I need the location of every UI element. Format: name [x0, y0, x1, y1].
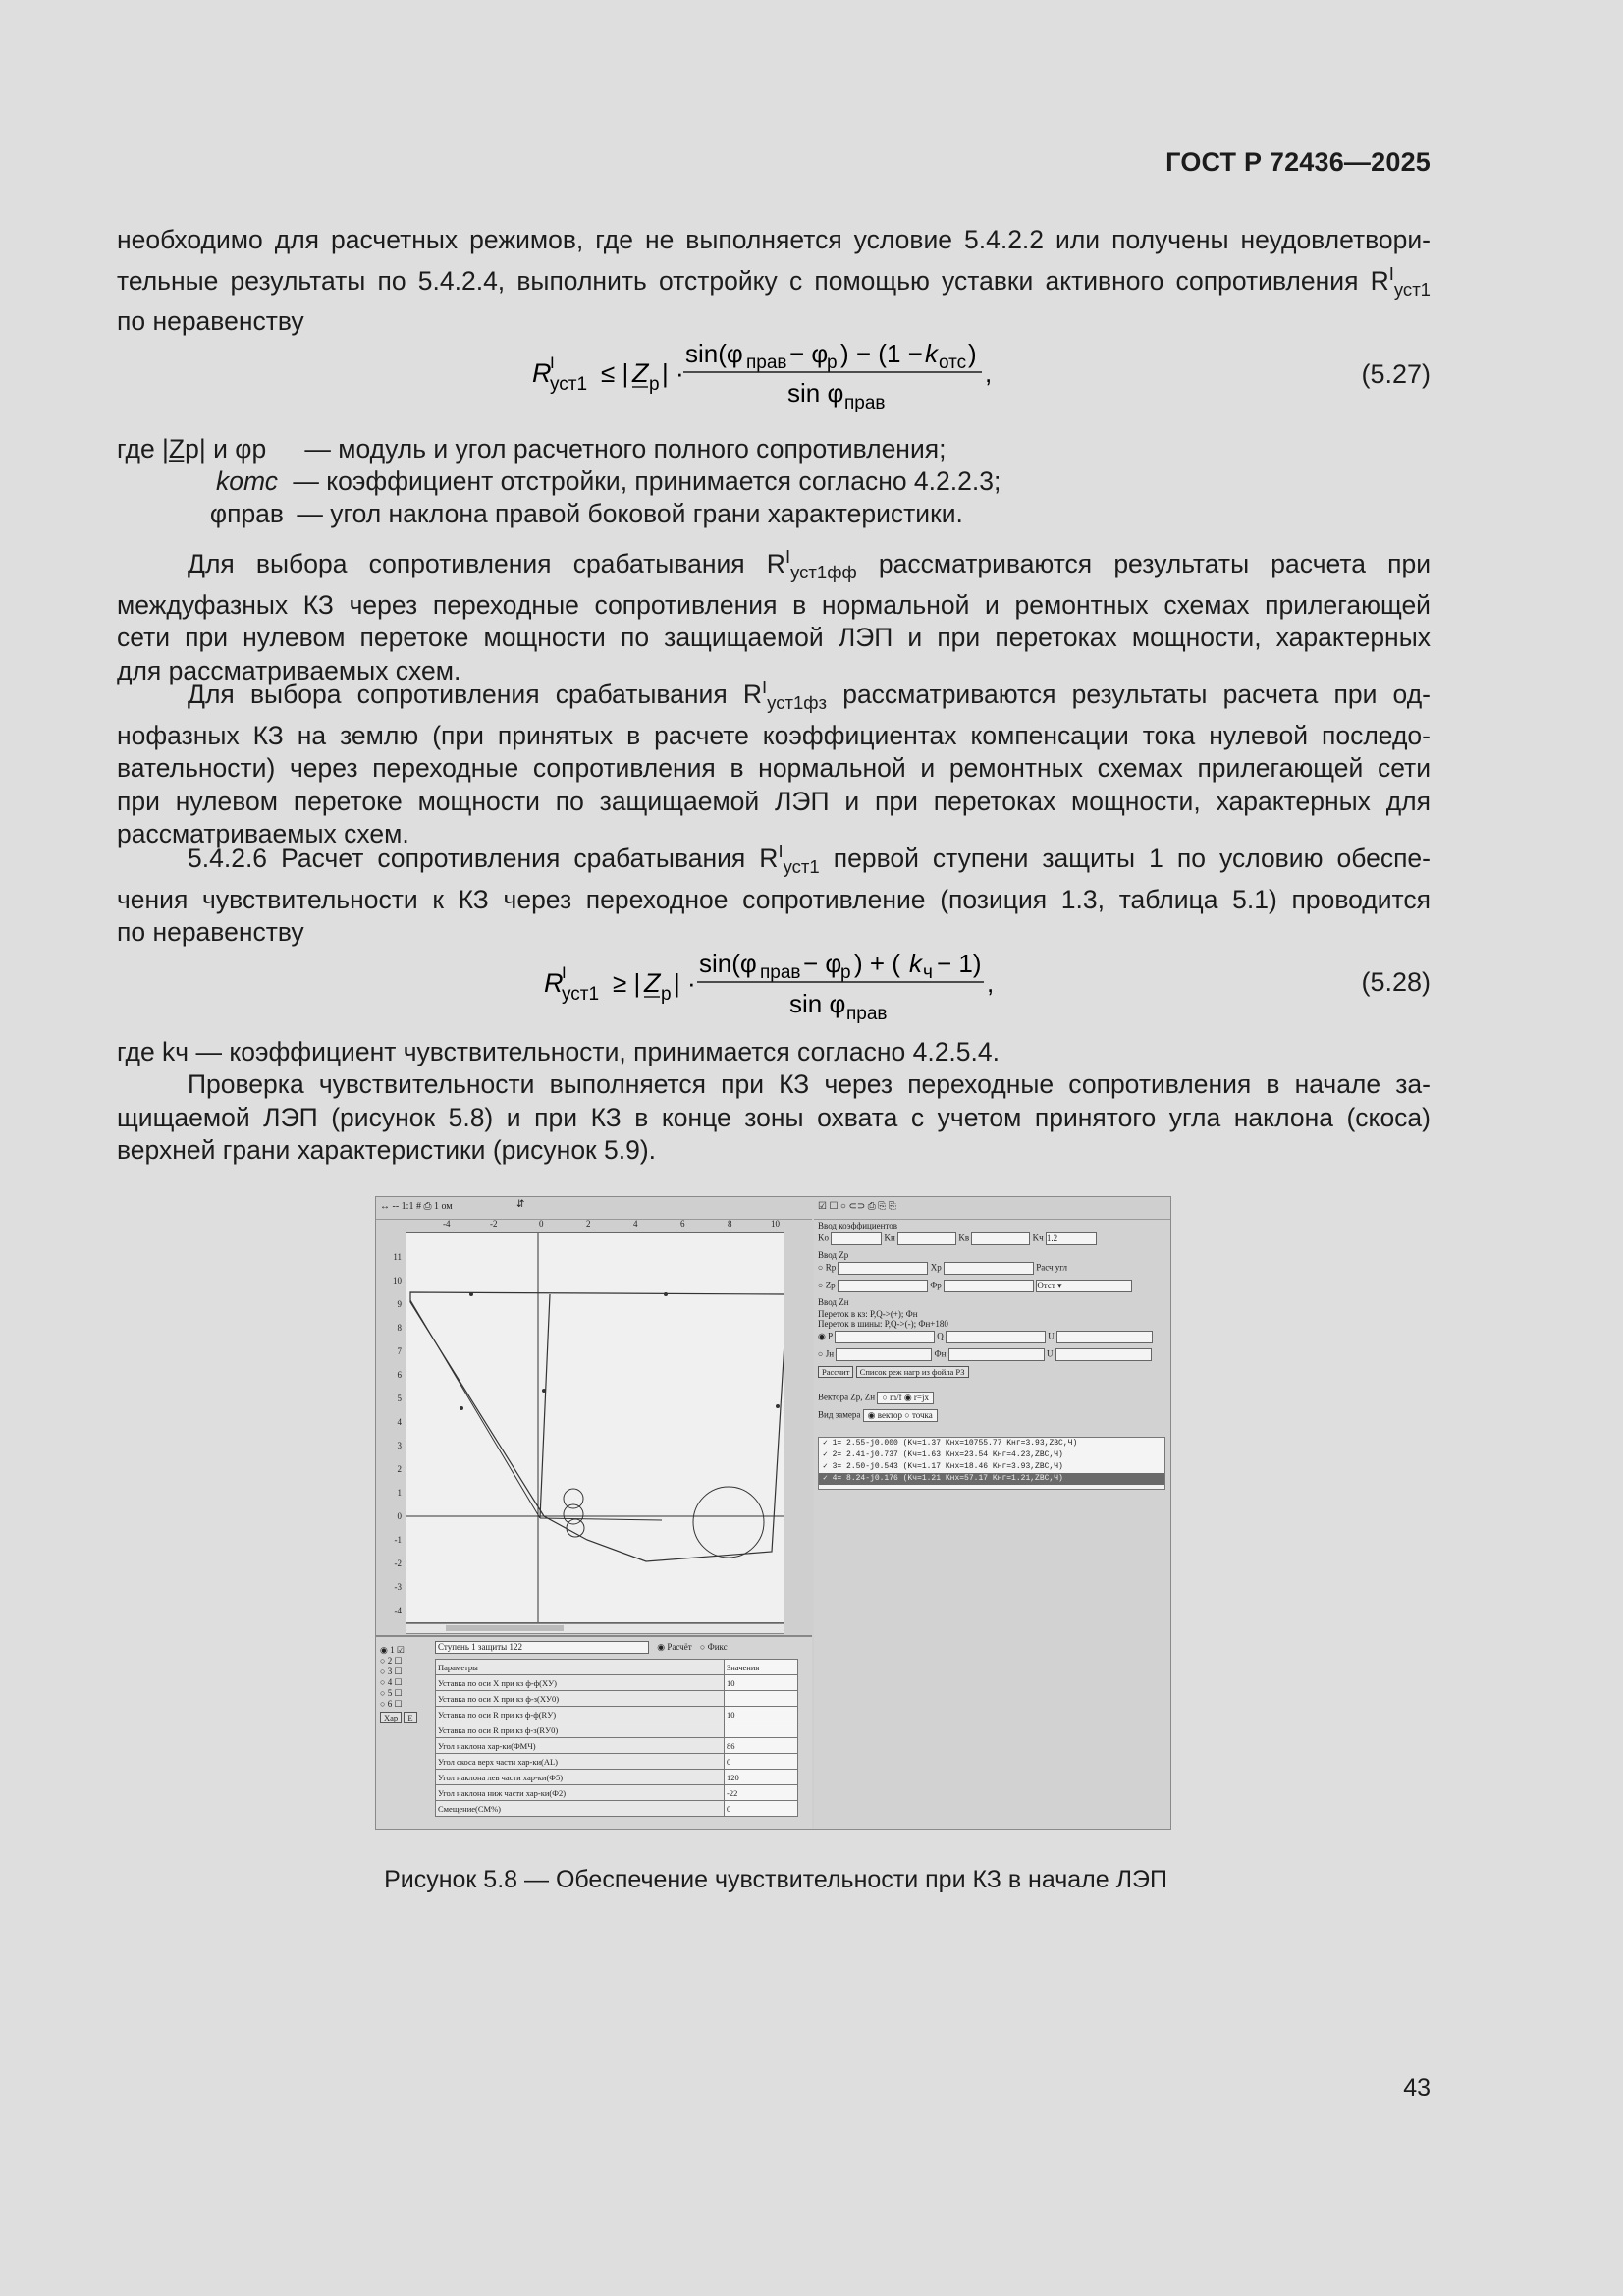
table-header-row: [436, 1660, 798, 1675]
zone-characteristic: [410, 1292, 784, 1561]
fn-label: Фн: [934, 1348, 947, 1359]
horizontal-scrollbar[interactable]: [406, 1623, 784, 1634]
stage-option[interactable]: ○ 3 ☐: [380, 1667, 403, 1676]
chevron-down-icon[interactable]: ▾: [1057, 1281, 1062, 1290]
text-line: нофазных КЗ на землю (при принятых в расчете коэффициентах компенсации тока нулевой последо-: [117, 720, 1431, 750]
xp-label: Xp: [930, 1262, 942, 1273]
svg-text:− 1): − 1): [937, 949, 982, 978]
p-input[interactable]: [835, 1331, 935, 1343]
definition-text: — коэффициент отстройки, принимается согласно 4.2.2.3;: [293, 466, 1001, 496]
e-button[interactable]: Е: [404, 1712, 416, 1723]
u-label: U: [1048, 1331, 1055, 1341]
svg-text:k: k: [925, 339, 938, 368]
jn-row: ○ Jн Фн U: [818, 1348, 1152, 1361]
impedance-vector: [540, 1294, 550, 1518]
toolbar-icons[interactable]: ☑ ☐ ○ ⊂⊃ ⎙ ⎘ ⎘: [818, 1201, 896, 1212]
results-list: [818, 1437, 1165, 1490]
load-circle: [567, 1519, 584, 1537]
sensitivity-circle: [693, 1487, 764, 1558]
text-line: по неравенству: [117, 306, 304, 337]
definition-item: [117, 465, 1393, 498]
column-header: Параметры: [436, 1660, 725, 1675]
equation-number: (5.28): [1361, 967, 1431, 997]
rp-label: Rp: [825, 1262, 837, 1273]
table-row[interactable]: [436, 1675, 798, 1691]
y-tick: 1: [397, 1488, 402, 1498]
text-line: чения чувствительности к КЗ через переходное сопротивление (позиция 1.3, таблица 5.1) проводится: [117, 884, 1431, 914]
y-tick: 7: [397, 1346, 402, 1356]
param-name: Уставка по оси X при кз ф-ф(XУ): [436, 1675, 725, 1691]
text-line: Для выбора сопротивления срабатывания $R^I_{уст1фз}$ рассматриваются результаты расчета при од-: [188, 677, 1431, 714]
zn-section-title: Ввод Zн: [818, 1297, 849, 1307]
rp-row: ○ Rp Xp Расч угл: [818, 1262, 1067, 1275]
column-header: Значения: [725, 1660, 798, 1675]
list-item[interactable]: ✓ 2= 2.41-j0.737 (Kч=1.63 Kнх=23.54 Kнг=4.23,ZBC,Ч): [823, 1450, 1063, 1459]
param-name: Уставка по оси X при кз ф-з(XУ0): [436, 1691, 725, 1707]
x-tick: 4: [633, 1219, 638, 1229]
rp-input[interactable]: [838, 1262, 928, 1275]
y-tick: 0: [397, 1511, 402, 1521]
svg-text:I: I: [562, 963, 567, 982]
text-line: необходимо для расчетных режимов, где не выполняется условие 5.4.2.2 или получены неудовлетвори-: [117, 225, 1431, 254]
table-row[interactable]: [436, 1754, 798, 1770]
stage-option[interactable]: ○ 5 ☐: [380, 1688, 403, 1698]
svg-text:sin(φ: sin(φ: [685, 339, 743, 368]
paragraph-5: [117, 1068, 1431, 1168]
u-input[interactable]: [1056, 1331, 1153, 1343]
param-value[interactable]: 10: [725, 1707, 798, 1722]
table-row[interactable]: [436, 1738, 798, 1754]
y-tick: -2: [394, 1558, 402, 1568]
formula-5-28-graphic: [542, 935, 1033, 1025]
svg-text:Z: Z: [644, 968, 661, 998]
svg-text:sin φ: sin φ: [789, 989, 846, 1018]
text-line: вательности) через переходные сопротивления в нормальной и ремонтных схемах прилегающей сети: [117, 753, 1431, 784]
jn-input[interactable]: [836, 1348, 932, 1361]
svg-text:отс: отс: [939, 353, 967, 373]
param-name: Угол наклона ниж части хар-ки(Ф2): [436, 1785, 725, 1801]
param-name: Угол наклона хар-ки(ФМЧ): [436, 1738, 725, 1754]
svg-text:,: ,: [987, 968, 995, 998]
y-tick: 2: [397, 1464, 402, 1474]
formula-5-27-graphic: [530, 327, 1041, 415]
y-tick: 10: [393, 1276, 402, 1285]
view-options: [863, 1409, 938, 1422]
y-tick: 6: [397, 1370, 402, 1380]
stage-option[interactable]: ○ 4 ☐: [380, 1677, 403, 1687]
diagram-toolbar: [376, 1197, 812, 1220]
y-tick: 5: [397, 1394, 402, 1403]
paragraph-3: [117, 671, 1431, 851]
p-row: ◉ P Q U: [818, 1331, 1153, 1343]
param-name: Уставка по оси R при кз ф-ф(RУ): [436, 1707, 725, 1722]
jn-label: Jн: [825, 1348, 835, 1359]
svg-text:sin(φ: sin(φ: [699, 949, 757, 978]
view-label: Вид замера: [818, 1409, 861, 1420]
definition-symbol: kотс: [215, 466, 278, 496]
paragraph-2: [117, 540, 1431, 687]
x-tick: 8: [728, 1219, 732, 1229]
equation-number: (5.27): [1361, 359, 1431, 389]
vectors-label: Вектора Zp, Zн: [818, 1392, 876, 1402]
svg-text:ч: ч: [923, 962, 933, 983]
definition-item: [117, 498, 1393, 530]
paragraph-4: [117, 835, 1431, 950]
stage-row: [435, 1641, 728, 1654]
input-toolbar: [814, 1197, 1170, 1220]
flow-note-2: Переток в шины: P,Q->(-); Фн+180: [818, 1319, 948, 1329]
coef-label: Kв: [958, 1232, 970, 1243]
text-line: для рассматриваемых схем.: [117, 655, 461, 685]
stage-option[interactable]: ◉ 1 ☑: [380, 1645, 405, 1655]
document-header: ГОСТ Р 72436—2025: [1165, 147, 1431, 177]
text-line: верхней грани характеристики (рисунок 5.9).: [117, 1135, 657, 1165]
formula-5-28: [542, 935, 1033, 1025]
vectors-options: [877, 1392, 934, 1404]
definition-symbol: φправ: [209, 499, 284, 528]
definition-text: — угол наклона правой боковой грани характеристики.: [297, 499, 963, 528]
characteristic-drawing: [406, 1233, 784, 1622]
page-number: 43: [1403, 2074, 1431, 2102]
param-name: Смещение(СМ%): [436, 1801, 725, 1817]
radio-fix[interactable]: ○ Фикс: [699, 1641, 728, 1652]
y-tick: 3: [397, 1441, 402, 1450]
definitions: [117, 433, 1393, 530]
kn-input[interactable]: [897, 1232, 956, 1245]
param-value[interactable]: 0: [725, 1754, 798, 1770]
text-line: междуфазных КЗ через переходные сопротивления в нормальной и ремонтных схемах прилегающей: [117, 589, 1431, 620]
p-label: P: [828, 1331, 833, 1341]
view-row: [818, 1409, 938, 1422]
svg-text:р: р: [649, 374, 660, 395]
calc-buttons: [818, 1366, 969, 1378]
radio-rjx[interactable]: ◉ r=jx: [903, 1393, 929, 1402]
text-line: тельные результаты по 5.4.2.4, выполнить отстройку с помощью уставки активного сопротивления $R^I_{уст1}$: [117, 262, 1431, 300]
xp-input[interactable]: [944, 1262, 1034, 1275]
left-edge: [410, 1300, 540, 1518]
x-tick: -4: [443, 1219, 451, 1229]
list-item[interactable]: ✓ 4= 8.24-j0.176 (Kч=1.21 Kнх=57.17 Kнг=1.21,ZBC,Ч): [819, 1473, 1164, 1485]
text-line: сети при нулевом перетоке мощности по защищаемой ЛЭП и при перетоках мощности, характерных: [117, 623, 1431, 653]
point-marker: [542, 1389, 546, 1393]
svg-text:I: I: [550, 354, 555, 372]
table-row[interactable]: [436, 1801, 798, 1817]
stage-option[interactable]: ○ 2 ☐: [380, 1656, 403, 1666]
table-row[interactable]: [436, 1770, 798, 1785]
figure-caption: Рисунок 5.8 — Обеспечение чувствительности при КЗ в начале ЛЭП: [384, 1866, 1167, 1893]
scrollbar-thumb[interactable]: [446, 1625, 564, 1631]
characteristic-plot[interactable]: [406, 1232, 784, 1623]
svg-text:прав: прав: [844, 393, 886, 413]
text-line: Проверка чувствительности выполняется при КЗ через переходные сопротивления в начале за-: [188, 1069, 1431, 1099]
toolbar-tools[interactable]: ↔ -- 1:1 # ⎙ 1 ом: [380, 1201, 453, 1212]
text-line: 5.4.2.6 Расчет сопротивления срабатывания $R^I_{уст1}$ первой ступени защиты 1 по условию обеспе-: [188, 841, 1431, 878]
y-tick: 11: [393, 1252, 402, 1262]
x-tick: 0: [539, 1219, 544, 1229]
text-line: по неравенству: [117, 917, 304, 948]
zp-section-title: Ввод Zp: [818, 1250, 849, 1260]
table-row[interactable]: [436, 1707, 798, 1722]
svg-text:прав: прав: [760, 962, 801, 983]
flow-note-1: Переток в кз: P,Q->(+); Фн: [818, 1309, 918, 1319]
fn-input[interactable]: [948, 1348, 1045, 1361]
x-tick: 6: [680, 1219, 685, 1229]
svg-text:− φ: − φ: [803, 949, 842, 978]
characteristic-button[interactable]: Хар: [380, 1712, 402, 1723]
param-value[interactable]: [725, 1691, 798, 1707]
parameters-table: [435, 1659, 798, 1817]
figure-screenshot: [375, 1196, 1171, 1830]
x-tick: 10: [771, 1219, 780, 1229]
radio-point[interactable]: ○ точка: [904, 1410, 933, 1420]
point-marker: [460, 1406, 463, 1410]
definition-symbol: где |Z̲р| и φр: [117, 434, 267, 464]
fp-label: Фр: [930, 1280, 942, 1290]
definition-kch: [117, 1036, 1431, 1069]
svg-text:− φ: − φ: [789, 339, 829, 368]
vectors-row: [818, 1392, 934, 1404]
coef-label: Kч: [1032, 1232, 1044, 1243]
point-marker: [776, 1404, 780, 1408]
radio-mf[interactable]: ○ m/f: [882, 1393, 902, 1402]
q-label: Q: [937, 1331, 944, 1341]
fp-input[interactable]: [944, 1280, 1034, 1292]
table-row[interactable]: [436, 1691, 798, 1707]
svg-text:прав: прав: [746, 353, 787, 373]
y-tick: -4: [394, 1606, 402, 1615]
coef-label: Ko: [818, 1232, 829, 1243]
point-marker: [664, 1292, 668, 1296]
radio-calc[interactable]: ◉ Расчёт: [657, 1641, 692, 1652]
stage-settings-panel: [376, 1635, 812, 1830]
svg-text:р: р: [661, 984, 672, 1005]
svg-text:прав: прав: [846, 1004, 888, 1024]
y-tick: 8: [397, 1323, 402, 1333]
fault-vector: [540, 1518, 662, 1520]
param-name: Уставка по оси R при кз ф-з(RУ0): [436, 1722, 725, 1738]
text-line: щищаемой ЛЭП (рисунок 5.8) и при КЗ в конце зоны охвата с учетом принятого угла наклона (скоса): [117, 1102, 1431, 1132]
svg-text:sin φ: sin φ: [787, 378, 844, 408]
table-row[interactable]: [436, 1785, 798, 1801]
svg-text:≤ |: ≤ |: [601, 358, 629, 388]
text-line: рассматриваемых схем.: [117, 819, 409, 849]
y-tick: -1: [394, 1535, 402, 1545]
coef-section-title: Ввод коэффициентов: [818, 1221, 898, 1230]
svg-text:,: ,: [985, 358, 993, 388]
svg-text:р: р: [840, 962, 851, 983]
y-tick: 4: [397, 1417, 402, 1427]
input-panel: [814, 1197, 1170, 1829]
u-label: U: [1046, 1348, 1054, 1359]
stage-buttons: [380, 1712, 429, 1723]
param-value[interactable]: [725, 1722, 798, 1738]
load-circle: [564, 1489, 583, 1508]
zp-input[interactable]: [838, 1280, 928, 1292]
text-line: Для выбора сопротивления срабатывания $R^I_{уст1фф}$ рассматриваются результаты расчета при: [188, 546, 1431, 583]
paragraph-1: [117, 224, 1431, 339]
text-line: при нулевом перетоке мощности по защищаемой ЛЭП и при перетоках мощности, характерных для: [117, 786, 1431, 816]
kv-input[interactable]: [971, 1232, 1030, 1245]
ko-input[interactable]: [831, 1232, 882, 1245]
param-value[interactable]: -22: [725, 1785, 798, 1801]
param-value[interactable]: 0: [725, 1801, 798, 1817]
x-tick: -2: [490, 1219, 498, 1229]
coef-label: Kн: [884, 1232, 895, 1243]
list-item[interactable]: ✓ 1= 2.55-j0.000 (Kч=1.37 Kнх=10755.77 Kнг=3.93,ZBC,Ч): [823, 1439, 1078, 1448]
y-tick: -3: [394, 1582, 402, 1592]
diagram-panel: [376, 1197, 812, 1829]
list-item[interactable]: ✓ 3= 2.50-j0.543 (Kч=1.17 Kнх=18.46 Kнг=3.93,ZBC,Ч): [823, 1462, 1063, 1471]
q-input[interactable]: [946, 1331, 1046, 1343]
svg-text:р: р: [827, 353, 838, 373]
svg-text:Z: Z: [632, 358, 649, 388]
svg-text:| ·: | ·: [674, 968, 696, 998]
table-row[interactable]: [436, 1722, 798, 1738]
zoom-arrows-icon[interactable]: ⇵: [516, 1199, 525, 1210]
param-value[interactable]: 86: [725, 1738, 798, 1754]
svg-text:≥ |: ≥ |: [613, 968, 641, 998]
svg-text:уст1: уст1: [550, 374, 588, 395]
zp-row: ○ Zp Фр Отст ▾: [818, 1280, 1132, 1292]
definition-text: — модуль и угол расчетного полного сопротивления;: [304, 434, 947, 464]
stage-list: [380, 1645, 429, 1723]
svg-text:k: k: [909, 949, 922, 978]
load-list-button[interactable]: Список реж нагр из фойла РЗ: [856, 1366, 969, 1378]
svg-text:R: R: [532, 358, 552, 388]
svg-text:уст1: уст1: [562, 984, 600, 1005]
kch-input[interactable]: 1.2: [1046, 1232, 1097, 1245]
x-axis-ticks: [406, 1219, 783, 1232]
calc-angle-label: Расч угл: [1036, 1262, 1068, 1273]
formula-5-27: [530, 327, 1041, 415]
calculate-button[interactable]: Рассчит: [818, 1366, 853, 1378]
point-marker: [469, 1292, 473, 1296]
param-name: Угол скоса верх части хар-ки(AL): [436, 1754, 725, 1770]
param-value[interactable]: 120: [725, 1770, 798, 1785]
stage-select[interactable]: Ступень 1 защиты 122: [435, 1641, 649, 1654]
coef-row: [818, 1232, 1097, 1245]
zp-label: Zp: [825, 1280, 836, 1290]
u2-input[interactable]: [1055, 1348, 1152, 1361]
stage-option[interactable]: ○ 6 ☐: [380, 1699, 403, 1709]
text-line: где kч — коэффициент чувствительности, принимается согласно 4.2.5.4.: [117, 1037, 1000, 1066]
y-tick: 9: [397, 1299, 402, 1309]
svg-text:R: R: [544, 968, 564, 998]
svg-text:) + (: ) + (: [854, 949, 900, 978]
x-tick: 2: [586, 1219, 591, 1229]
otst-select[interactable]: Отст ▾: [1036, 1280, 1132, 1292]
svg-text:| ·: | ·: [662, 358, 684, 388]
svg-text:) − (1 −: ) − (1 −: [840, 339, 923, 368]
param-name: Угол наклона лев части хар-ки(Ф5): [436, 1770, 725, 1785]
param-value[interactable]: 10: [725, 1675, 798, 1691]
radio-vector[interactable]: ◉ вектор: [867, 1410, 903, 1420]
svg-text:): ): [968, 339, 977, 368]
definition-item: [117, 433, 1393, 465]
